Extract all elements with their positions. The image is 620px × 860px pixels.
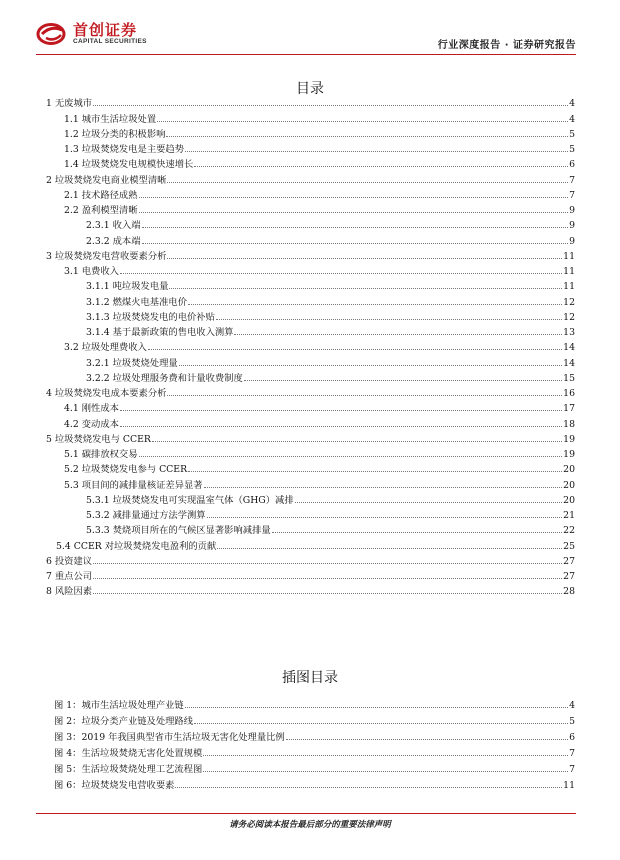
logo-chinese-name: 首创证券 — [73, 21, 138, 39]
figure-list-title: 插图目录 — [282, 670, 338, 686]
toc-entry-label: 5.2 垃圾焚烧发电参与 CCER — [64, 464, 188, 476]
toc-entry[interactable] — [36, 277, 575, 292]
toc-entry-page: 20 — [563, 494, 575, 506]
toc-entry-label: 8 风险因素 — [46, 586, 93, 598]
toc-entry-label: 5.3 项目间的减排量核证差异显著 — [64, 479, 203, 491]
legal-notice: 请务必阅读本报告最后部分的重要法律声明 — [229, 820, 391, 830]
figure-entry-page: 7 — [569, 764, 575, 775]
toc-entry-label: 4 垃圾焚烧发电成本要素分析 — [46, 388, 167, 399]
figure-entry-label: 图 6：垃圾焚烧发电营收要素 — [54, 780, 175, 791]
toc-entry-label: 5.1 碳排放权交易 — [64, 449, 138, 460]
toc-title: 目录 — [296, 81, 324, 97]
toc-entry-page: 17 — [563, 403, 575, 415]
toc-entry-label: 1.3 垃圾焚烧发电是主要趋势 — [64, 144, 185, 155]
leader-dots — [152, 440, 562, 442]
toc-entry[interactable] — [36, 231, 575, 246]
toc-entry[interactable] — [36, 308, 575, 323]
toc-entry-label: 5.3.3 焚烧项目所在的气候区显著影响减排量 — [86, 525, 271, 537]
leader-dots — [167, 257, 562, 259]
toc-entry-label: 3.1 电费收入 — [64, 266, 119, 277]
leader-dots — [244, 379, 562, 381]
toc-entry-label: 3.2.2 垃圾处理服务费和计量收费制度 — [86, 372, 243, 384]
toc-entry[interactable] — [36, 506, 575, 521]
toc-entry[interactable] — [36, 323, 575, 338]
toc-entry-page: 14 — [563, 357, 575, 369]
figure-entry-page: 6 — [569, 732, 575, 743]
figure-entry-label: 图 3：2019 年我国典型省市生活垃圾无害化处理量比例 — [54, 732, 285, 743]
figure-entry[interactable] — [36, 711, 575, 727]
leader-dots — [188, 470, 562, 472]
toc-entry-page: 7 — [569, 174, 575, 186]
toc-entry-page: 16 — [563, 388, 575, 399]
toc-entry[interactable] — [36, 430, 575, 445]
toc-entry-label: 5.3.1 垃圾焚烧发电可实现温室气体（GHG）减排 — [86, 494, 294, 506]
toc-entry[interactable] — [36, 201, 575, 216]
leader-dots — [120, 409, 562, 411]
toc-entry-page: 27 — [563, 555, 575, 567]
figure-entry-page: 5 — [569, 716, 575, 727]
toc-entry-label: 2.3.2 成本端 — [86, 235, 141, 247]
toc-entry-label: 3.1.2 燃煤火电基准电价 — [86, 296, 187, 308]
toc-entry-label: 1.2 垃圾分类的积极影响 — [64, 128, 166, 140]
toc-entry[interactable] — [36, 109, 575, 124]
toc-entry-page: 9 — [569, 205, 575, 216]
company-logo — [36, 22, 147, 46]
toc-entry-label: 3.1.1 吨垃圾发电量 — [86, 281, 169, 293]
leader-dots — [157, 120, 568, 122]
toc-entry[interactable] — [36, 262, 575, 277]
toc-entry-page: 6 — [569, 159, 575, 171]
toc-entry-page: 14 — [563, 342, 575, 354]
figure-entry-label: 图 5：生活垃圾焚烧处理工艺流程图 — [54, 764, 203, 775]
toc-entry-page: 11 — [563, 266, 575, 277]
toc-entry[interactable] — [36, 353, 575, 368]
toc-entry[interactable] — [36, 384, 575, 399]
toc-entry[interactable] — [36, 399, 575, 414]
toc-entry-page: 7 — [569, 189, 575, 201]
leader-dots — [203, 754, 568, 756]
toc-entry[interactable] — [36, 475, 575, 490]
leader-dots — [188, 303, 562, 305]
figure-entry[interactable] — [36, 759, 575, 775]
toc-entry-label: 3.1.4 基于最新政策的售电收入测算 — [86, 327, 234, 338]
leader-dots — [148, 348, 562, 350]
toc-entry[interactable] — [36, 140, 575, 155]
toc-entry[interactable] — [36, 170, 575, 185]
figure-entry-label: 图 1：城市生活垃圾处理产业链 — [54, 700, 184, 711]
toc-entry[interactable] — [36, 521, 575, 536]
toc-entry[interactable] — [36, 491, 575, 506]
figure-entry[interactable] — [36, 775, 575, 791]
toc-entry[interactable] — [36, 460, 575, 475]
toc-entry-page: 25 — [563, 540, 575, 552]
leader-dots — [93, 592, 562, 594]
toc-entry[interactable] — [36, 445, 575, 460]
toc-entry-page: 18 — [563, 418, 575, 430]
page-header — [0, 0, 620, 58]
toc-entry-page: 9 — [569, 235, 575, 247]
toc-entry-page: 21 — [563, 510, 575, 521]
toc-entry-label: 1 无废城市 — [46, 98, 93, 110]
leader-dots — [203, 770, 568, 772]
leader-dots — [142, 242, 569, 244]
leader-dots — [234, 333, 562, 335]
leader-dots — [166, 135, 568, 137]
leader-dots — [204, 486, 563, 488]
toc-entry-label: 1.1 城市生活垃圾处置 — [64, 113, 157, 125]
leader-dots — [139, 211, 569, 213]
toc-entry-label: 5 垃圾焚烧发电与 CCER — [46, 433, 151, 445]
toc-entry-page: 11 — [563, 281, 575, 293]
report-type: 行业深度报告 · 证券研究报告 — [437, 40, 576, 51]
toc-entry-page: 11 — [563, 250, 575, 262]
leader-dots — [185, 150, 568, 152]
toc-entry[interactable] — [36, 247, 575, 262]
footer-divider — [36, 813, 576, 814]
leader-dots — [93, 562, 562, 564]
leader-dots — [139, 455, 563, 457]
toc-entry[interactable] — [36, 94, 575, 109]
leader-dots — [93, 104, 568, 106]
toc-entry[interactable] — [36, 292, 575, 307]
toc-entry-page: 28 — [563, 586, 575, 598]
toc-entry[interactable] — [36, 155, 575, 170]
toc-entry-page: 12 — [563, 296, 575, 308]
leader-dots — [120, 425, 562, 427]
leader-dots — [217, 547, 562, 549]
leader-dots — [194, 165, 568, 167]
toc-entry-label: 3.1.3 垃圾焚烧发电的电价补贴 — [86, 311, 215, 323]
toc-entry-label: 2.1 技术路径成熟 — [64, 189, 138, 201]
toc-entry-label: 3.2 垃圾处理费收入 — [64, 342, 147, 354]
toc-entry-page: 20 — [563, 479, 575, 491]
toc-entry-page: 13 — [563, 327, 575, 338]
figure-entry[interactable] — [36, 695, 575, 711]
figure-entry-page: 11 — [563, 780, 575, 791]
toc-entry[interactable] — [36, 536, 575, 551]
toc-entry-page: 20 — [563, 464, 575, 476]
figure-entry-page: 4 — [569, 700, 575, 711]
figure-entry[interactable] — [36, 743, 575, 759]
toc-entry[interactable] — [36, 369, 575, 384]
leader-dots — [93, 577, 562, 579]
toc-entry[interactable] — [36, 414, 575, 429]
toc-entry[interactable] — [36, 186, 575, 201]
toc-entry[interactable] — [36, 552, 575, 567]
toc-entry-label: 2 垃圾焚烧发电商业模型清晰 — [46, 174, 167, 186]
toc-entry-page: 22 — [563, 525, 575, 537]
toc-entry-page: 5 — [569, 144, 575, 155]
toc-entry[interactable] — [36, 567, 575, 582]
toc-entry[interactable] — [36, 582, 575, 597]
toc-entry-page: 15 — [563, 372, 575, 384]
leader-dots — [120, 272, 562, 274]
figure-entry-page: 7 — [569, 748, 575, 759]
toc-entry[interactable] — [36, 338, 575, 353]
leader-dots — [295, 501, 563, 503]
toc-entry[interactable] — [36, 125, 575, 140]
leader-dots — [169, 287, 562, 289]
toc-entry-label: 6 投资建议 — [46, 555, 93, 567]
toc-entry-label: 2.3.1 收入端 — [86, 220, 141, 232]
leader-dots — [286, 738, 568, 740]
toc-entry-page: 27 — [563, 571, 575, 582]
leader-dots — [167, 394, 562, 396]
leader-dots — [175, 786, 562, 788]
toc-entry-page: 9 — [569, 220, 575, 232]
leader-dots — [272, 531, 562, 533]
toc-entry-page: 19 — [563, 433, 575, 445]
figure-entry-label: 图 4：生活垃圾焚烧无害化处置规模 — [54, 748, 203, 759]
leader-dots — [207, 516, 563, 518]
toc-entry[interactable] — [36, 216, 575, 231]
leader-dots — [216, 318, 562, 320]
leader-dots — [185, 706, 568, 708]
leader-dots — [142, 226, 569, 228]
toc-entry-page: 19 — [563, 449, 575, 460]
figure-list — [36, 695, 575, 791]
leader-dots — [139, 196, 569, 198]
toc-entry-label: 2.2 盈利模型清晰 — [64, 205, 138, 216]
toc-entry-label: 3 垃圾焚烧发电营收要素分析 — [46, 250, 167, 262]
figure-entry-label: 图 2：垃圾分类产业链及处理路线 — [54, 716, 194, 727]
toc-entry-page: 4 — [569, 98, 575, 110]
table-of-contents — [36, 94, 575, 597]
leader-dots — [167, 181, 568, 183]
toc-entry-label: 1.4 垃圾焚烧发电规模快速增长 — [64, 159, 194, 171]
toc-entry-label: 5.3.2 减排量通过方法学测算 — [86, 510, 206, 521]
header-divider — [36, 54, 576, 55]
leader-dots — [194, 722, 568, 724]
logo-mark-icon — [36, 22, 68, 46]
toc-entry-label: 4.2 变动成本 — [64, 418, 119, 430]
toc-entry-label: 4.1 刚性成本 — [64, 403, 119, 415]
logo-english-name: CAPITAL SECURITIES — [73, 38, 147, 45]
toc-entry-page: 12 — [563, 311, 575, 323]
leader-dots — [179, 364, 562, 366]
toc-entry-page: 5 — [569, 128, 575, 140]
toc-entry-label: 3.2.1 垃圾焚烧处理量 — [86, 357, 178, 369]
figure-entry[interactable] — [36, 727, 575, 743]
toc-entry-label: 7 重点公司 — [46, 571, 93, 582]
toc-entry-label: 5.4 CCER 对垃圾焚烧发电盈利的贡献 — [56, 540, 217, 552]
toc-entry-page: 4 — [569, 113, 575, 125]
